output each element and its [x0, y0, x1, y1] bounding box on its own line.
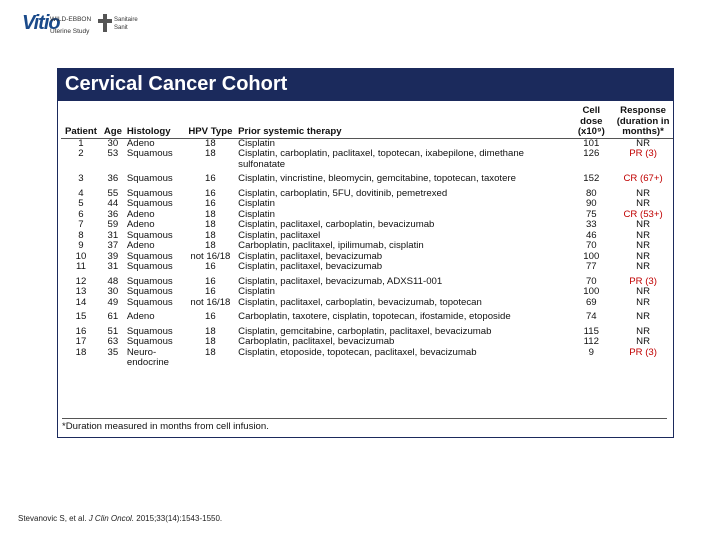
cell-prior-therapy: Cisplatin, paclitaxel, bevacizumab [238, 261, 383, 272]
cell-prior-therapy: Carboplatin, paclitaxel, bevacizumab [238, 336, 395, 347]
cell-response: NR [636, 325, 650, 337]
table-body [61, 138, 673, 369]
cell-histology: Squamous [126, 187, 173, 199]
cell-histology: Squamous [126, 286, 173, 297]
cell-response: NR [636, 137, 650, 149]
cell-cell-dose: 70 [585, 240, 597, 251]
cell-histology: Adeno [126, 137, 155, 149]
cell-patient: 4 [78, 187, 84, 199]
cell-age: 55 [107, 187, 119, 199]
cell-histology: Squamous [126, 275, 173, 287]
cell-histology: Squamous [126, 261, 173, 272]
cell-prior-therapy: Cisplatin, carboplatin, 5FU, dovitinib, pemetrexed [238, 187, 448, 199]
table-row [61, 185, 673, 200]
cell-cell-dose: 100 [583, 286, 600, 297]
cell-histology: Adeno [126, 240, 155, 251]
cell-hpv-type: 18 [205, 240, 216, 251]
cell-response: NR [636, 296, 650, 308]
table-header-row [61, 106, 673, 138]
patient-table [61, 106, 673, 369]
slide-title: Cervical Cancer Cohort [65, 73, 288, 95]
cell-hpv-type: not 16/18 [190, 296, 231, 308]
cell-cell-dose: 152 [583, 173, 600, 184]
footnote: *Duration measured in months from cell infusion. [62, 418, 667, 432]
partner-line2: Sanit [114, 25, 128, 31]
cell-age: 53 [107, 148, 119, 159]
cell-hpv-type: 16 [205, 275, 216, 287]
table-row [61, 170, 673, 185]
cell-histology: Adeno [126, 311, 155, 322]
cell-age: 59 [107, 219, 119, 230]
cell-prior-therapy: Cisplatin, vincristine, bleomycin, gemcitabine, topotecan, taxotere [238, 173, 516, 184]
cell-patient: 7 [78, 219, 84, 230]
cell-age: 30 [107, 286, 119, 297]
cell-patient: 12 [75, 275, 87, 287]
cell-patient: 8 [78, 229, 84, 241]
table-row [61, 323, 673, 338]
cell-response: NR [636, 219, 650, 230]
header-histology: Histology [125, 106, 185, 138]
title-banner [58, 69, 673, 101]
cell-response: CR (67+) [623, 173, 663, 184]
cell-age: 48 [107, 275, 119, 287]
cell-hpv-type: 16 [205, 173, 216, 184]
cell-hpv-type: not 16/18 [190, 250, 231, 262]
logo-line1: WILD-EBBON [50, 16, 92, 23]
cell-patient: 16 [75, 325, 87, 337]
cell-prior-therapy: Cisplatin, paclitaxel, bevacizumab [238, 250, 383, 262]
table-row [61, 308, 673, 323]
cell-cell-dose: 33 [585, 219, 597, 230]
cell-age: 61 [107, 311, 119, 322]
cell-hpv-type: 18 [205, 219, 216, 230]
cell-histology: Squamous [126, 325, 173, 337]
header-response: Response (duration in months)* [613, 106, 673, 138]
cell-response: NR [636, 229, 650, 241]
cell-hpv-type: 18 [205, 148, 216, 159]
cell-age: 51 [107, 325, 119, 337]
cell-age: 31 [107, 261, 119, 272]
table-row [61, 298, 673, 309]
cell-hpv-type: 18 [205, 137, 216, 149]
cell-patient: 5 [78, 198, 84, 209]
cell-hpv-type: 18 [205, 229, 216, 241]
cell-patient: 2 [78, 148, 84, 159]
cell-response: NR [636, 198, 650, 209]
slide-panel [57, 68, 674, 438]
cell-age: 35 [107, 346, 119, 358]
table-row [61, 262, 673, 273]
cell-hpv-type: 16 [205, 187, 216, 199]
cell-hpv-type: 18 [205, 336, 216, 347]
header-prior-therapy: Prior systemic therapy [236, 106, 569, 138]
cell-hpv-type: 16 [205, 261, 216, 272]
table-row [61, 348, 673, 369]
header-patient: Patient [61, 106, 101, 138]
cell-response: NR [636, 261, 650, 272]
cell-response: NR [636, 286, 650, 297]
cell-patient: 6 [78, 208, 84, 220]
cell-prior-therapy: Cisplatin, carboplatin, paclitaxel, topotecan, ixabepilone, dimethane sulfonatate [238, 148, 524, 170]
cell-prior-therapy: Cisplatin, paclitaxel, carboplatin, bevacizumab [238, 219, 435, 230]
cell-response: CR (53+) [623, 208, 663, 220]
cell-histology: Squamous [126, 250, 173, 262]
cell-histology: Squamous [126, 336, 173, 347]
cell-age: 37 [107, 240, 119, 251]
citation [18, 514, 222, 523]
cell-prior-therapy: Cisplatin [238, 198, 275, 209]
cell-age: 30 [107, 137, 119, 149]
cell-cell-dose: 74 [585, 311, 597, 322]
cell-cell-dose: 126 [583, 148, 600, 159]
cell-response: NR [636, 240, 650, 251]
cell-cell-dose: 70 [585, 275, 597, 287]
table-row [61, 149, 673, 170]
cell-age: 63 [107, 336, 119, 347]
table-row [61, 273, 673, 288]
citation-journal: J Clin Oncol. [88, 514, 135, 523]
cell-cell-dose: 101 [583, 137, 600, 149]
cell-histology: Squamous [126, 173, 173, 184]
cell-patient: 10 [75, 250, 87, 262]
cell-age: 44 [107, 198, 119, 209]
cell-response: NR [636, 250, 650, 262]
cell-prior-therapy: Cisplatin, paclitaxel, carboplatin, bevacizumab, topotecan [238, 296, 482, 308]
cell-cell-dose: 112 [583, 336, 599, 347]
cell-patient: 13 [75, 286, 87, 297]
table-row [61, 241, 673, 252]
cell-cell-dose: 9 [588, 346, 594, 358]
logo-mark: Vitio [22, 12, 60, 34]
cell-histology: Adeno [126, 208, 155, 220]
table-row [61, 220, 673, 231]
cell-response: PR (3) [629, 148, 657, 159]
cell-histology: Squamous [126, 229, 173, 241]
cell-cell-dose: 115 [583, 325, 599, 337]
cell-cell-dose: 75 [585, 208, 597, 220]
cell-age: 31 [107, 229, 119, 241]
cell-patient: 3 [78, 173, 84, 184]
cell-patient: 14 [75, 296, 87, 308]
cell-patient: 15 [75, 311, 87, 322]
cell-patient: 17 [75, 336, 87, 347]
cell-prior-therapy: Cisplatin, gemcitabine, carboplatin, paclitaxel, bevacizumab [238, 325, 492, 337]
logo-line2: Uterine Study [50, 28, 90, 35]
cell-response: PR (3) [629, 346, 657, 358]
cell-patient: 1 [78, 137, 84, 149]
cell-patient: 9 [78, 240, 84, 251]
header-cell-dose: Cell dose (x10⁹) [569, 106, 613, 138]
table-row [61, 199, 673, 210]
cell-prior-therapy: Cisplatin, paclitaxel, bevacizumab, ADXS11-001 [238, 275, 443, 287]
cell-response: NR [636, 336, 650, 347]
cell-hpv-type: 18 [205, 346, 216, 358]
citation-authors: Stevanovic S, et al. [18, 514, 89, 523]
cell-prior-therapy: Cisplatin [238, 286, 275, 297]
cell-response: NR [636, 311, 650, 322]
cell-prior-therapy: Cisplatin [238, 208, 275, 220]
cell-prior-therapy: Cisplatin, paclitaxel [238, 229, 321, 241]
cell-cell-dose: 69 [585, 296, 597, 308]
cell-cell-dose: 100 [583, 250, 600, 262]
cell-cell-dose: 46 [585, 229, 597, 241]
cell-patient: 18 [75, 346, 87, 358]
header-age: Age [101, 106, 125, 138]
cell-age: 49 [107, 296, 119, 308]
cell-age: 36 [107, 208, 119, 220]
cell-prior-therapy: Carboplatin, taxotere, cisplatin, topotecan, ifostamide, etoposide [238, 311, 511, 322]
cell-cell-dose: 90 [585, 198, 597, 209]
cell-age: 39 [107, 250, 119, 262]
cell-hpv-type: 16 [205, 311, 216, 322]
cross-icon [98, 14, 112, 32]
cell-patient: 11 [75, 261, 86, 272]
table-row [61, 287, 673, 298]
cell-hpv-type: 16 [205, 286, 216, 297]
partner-line1: Sanitaire [114, 17, 138, 23]
cell-hpv-type: 18 [205, 208, 216, 220]
header-hpv-type: HPV Type [185, 106, 237, 138]
cell-histology: Squamous [126, 296, 173, 308]
logo [22, 10, 138, 44]
cell-histology: Squamous [126, 148, 173, 159]
citation-details: 2015;33(14):1543-1550. [134, 514, 223, 523]
cell-response: PR (3) [629, 275, 657, 287]
cell-prior-therapy: Cisplatin, etoposide, topotecan, paclitaxel, bevacizumab [238, 346, 477, 358]
partner-name [114, 16, 138, 32]
cell-hpv-type: 18 [205, 325, 216, 337]
cell-cell-dose: 77 [585, 261, 597, 272]
cell-prior-therapy: Cisplatin [238, 137, 275, 149]
cell-age: 36 [107, 173, 119, 184]
cell-histology: Squamous [126, 198, 173, 209]
cell-hpv-type: 16 [205, 198, 216, 209]
cell-histology: Neuro-endocrine [126, 346, 169, 368]
table-row [61, 337, 673, 348]
cell-cell-dose: 80 [585, 187, 597, 199]
cell-response: NR [636, 187, 650, 199]
cell-histology: Adeno [126, 219, 155, 230]
cell-prior-therapy: Carboplatin, paclitaxel, ipilimumab, cisplatin [238, 240, 424, 251]
